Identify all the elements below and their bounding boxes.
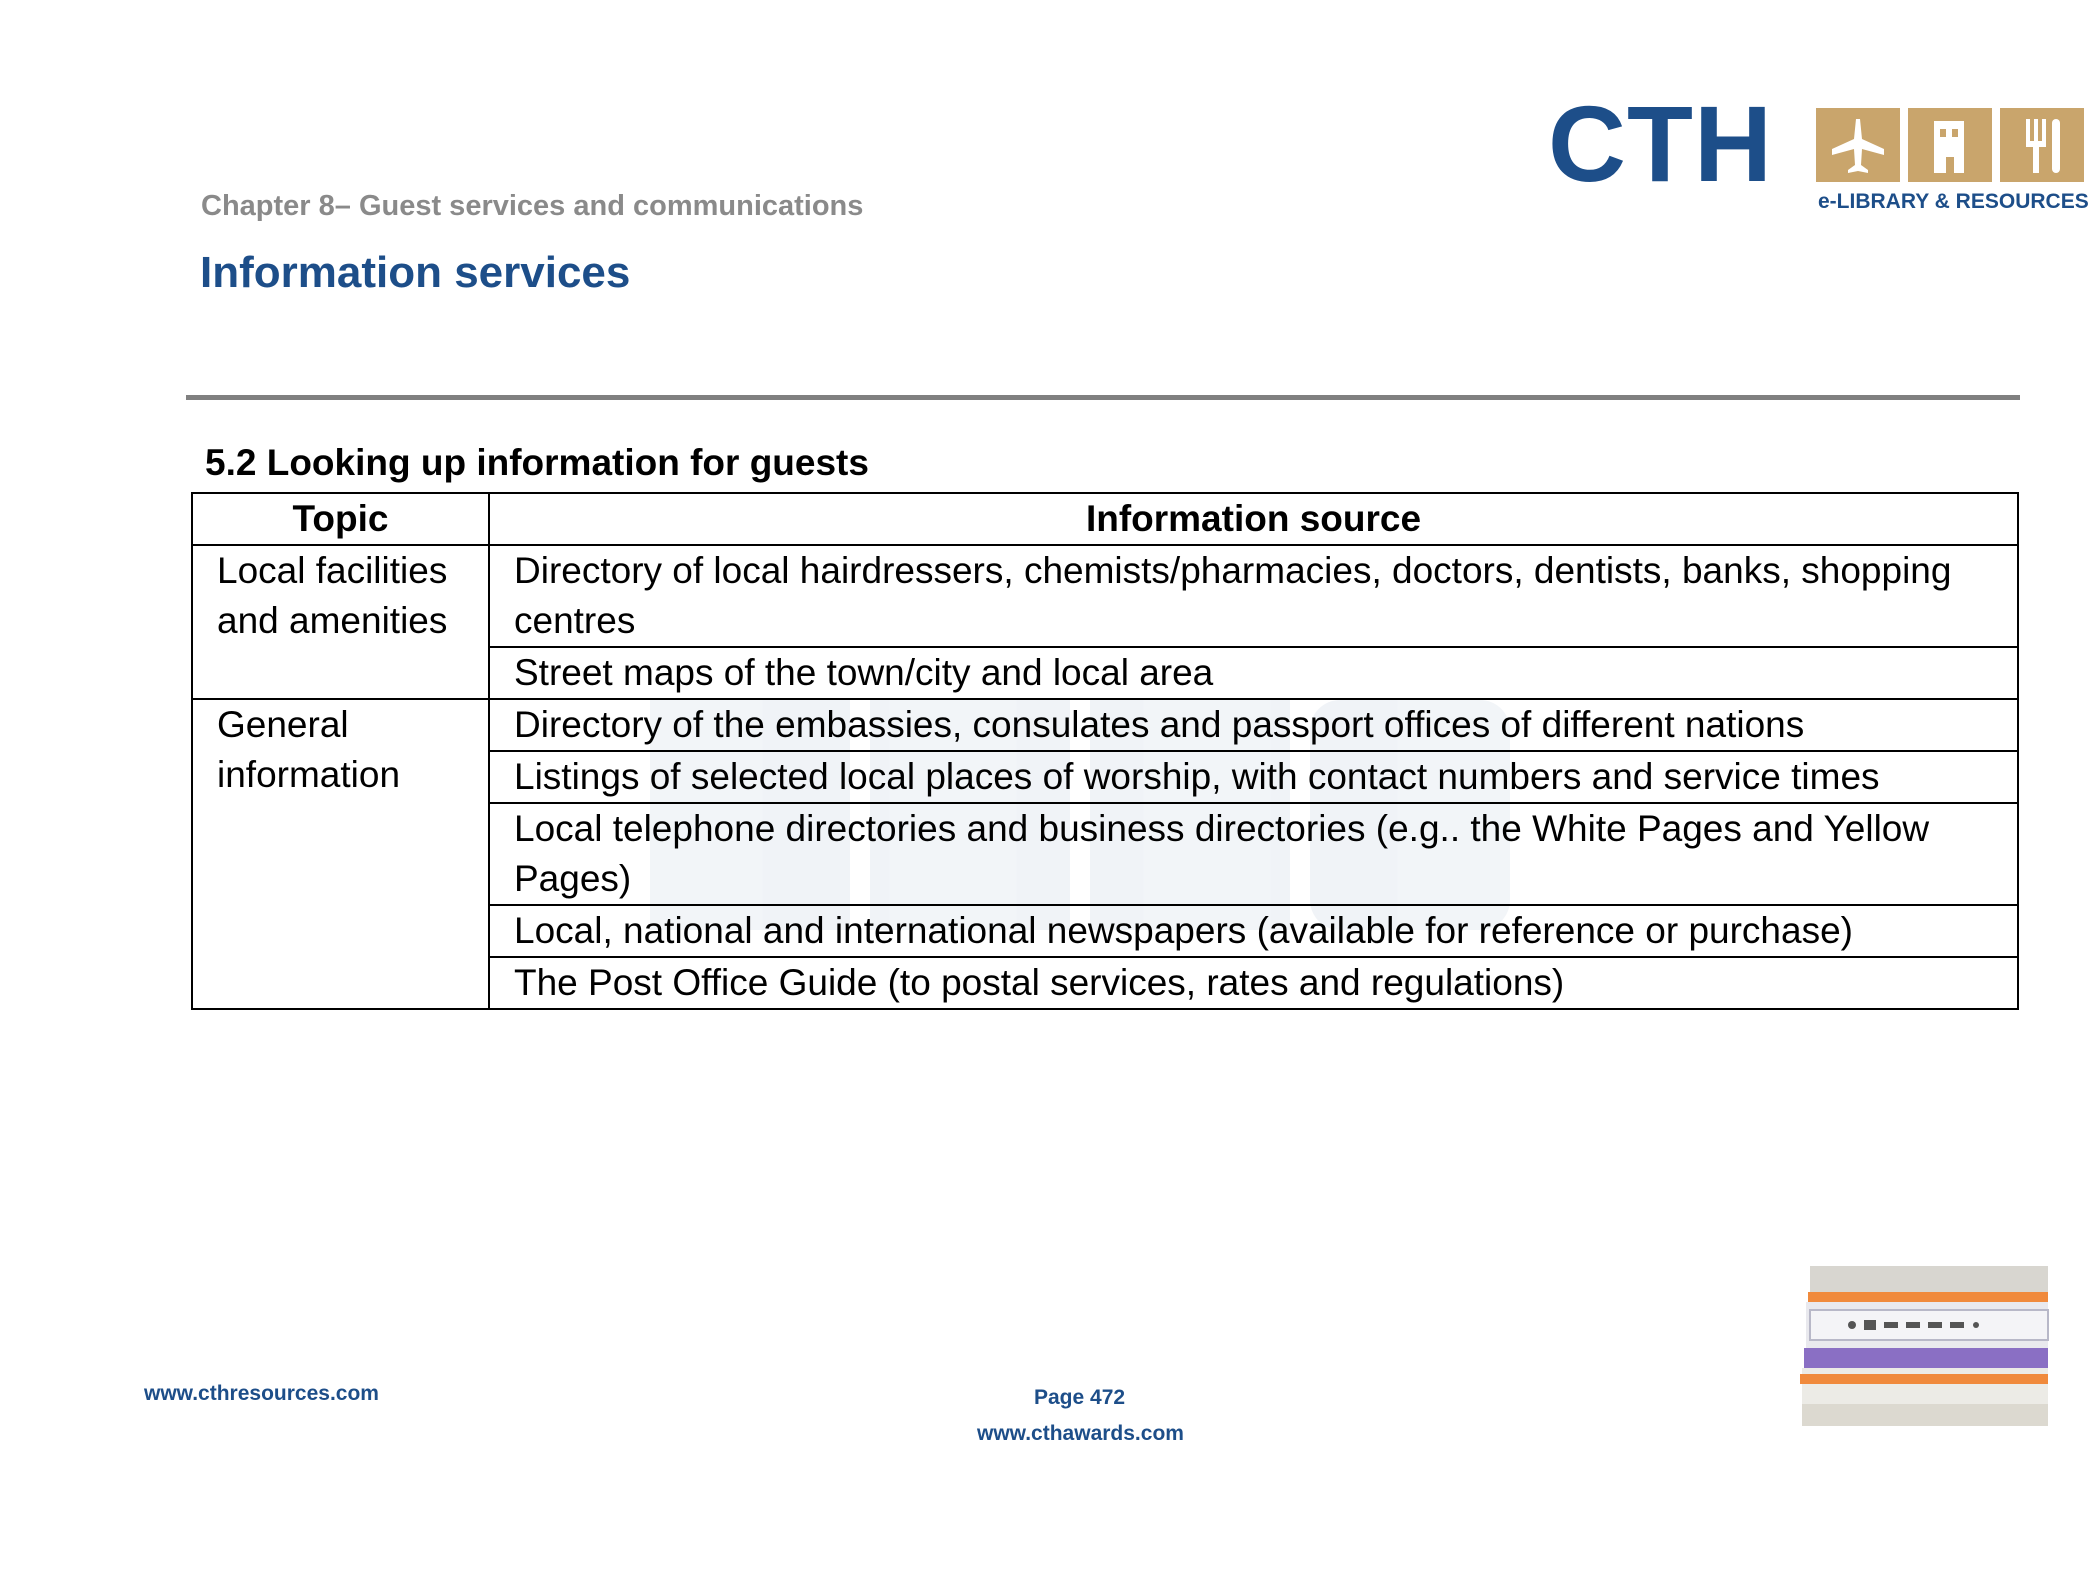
cth-logo bbox=[1548, 83, 2089, 224]
section-heading: 5.2 Looking up information for guests bbox=[205, 442, 869, 483]
topic-cell: Local facilities and amenities bbox=[192, 545, 489, 699]
topic-cell: General information bbox=[192, 699, 489, 1009]
source-cell: Street maps of the town/city and local area bbox=[489, 647, 2018, 699]
column-header-topic: Topic bbox=[192, 493, 489, 545]
building-icon bbox=[1908, 108, 1992, 182]
logo-subtitle: e-LIBRARY & RESOURCES bbox=[1818, 190, 2089, 213]
chapter-title: Chapter 8– Guest services and communications bbox=[201, 190, 864, 222]
utensils-icon bbox=[2000, 108, 2084, 182]
column-header-source: Information source bbox=[489, 493, 2018, 545]
table-header-row bbox=[192, 493, 2018, 545]
airplane-icon bbox=[1816, 108, 1900, 182]
footer-link-resources[interactable]: www.cthresources.com bbox=[144, 1382, 379, 1405]
books-image bbox=[1800, 1262, 2048, 1432]
header-divider bbox=[186, 395, 2020, 400]
page-number: Page 472 bbox=[1034, 1386, 1126, 1409]
source-cell: Directory of local hairdressers, chemists/pharmacies, doctors, dentists, banks, shopping centres bbox=[489, 545, 2018, 647]
source-cell: The Post Office Guide (to postal services, rates and regulations) bbox=[489, 957, 2018, 1009]
information-table bbox=[191, 492, 2019, 1010]
page-title: Information services bbox=[200, 248, 631, 297]
source-cell: Local telephone directories and business directories (e.g.. the White Pages and Yellow Pages) bbox=[489, 803, 2018, 905]
logo-tiles bbox=[1816, 108, 2084, 182]
source-cell: Local, national and international newspapers (available for reference or purchase) bbox=[489, 905, 2018, 957]
logo-text: CTH bbox=[1548, 83, 1773, 204]
source-cell: Listings of selected local places of worship, with contact numbers and service times bbox=[489, 751, 2018, 803]
table-row bbox=[192, 545, 2018, 647]
table-row bbox=[192, 699, 2018, 751]
footer-link-awards[interactable]: www.cthawards.com bbox=[977, 1422, 1184, 1445]
source-cell: Directory of the embassies, consulates and passport offices of different nations bbox=[489, 699, 2018, 751]
